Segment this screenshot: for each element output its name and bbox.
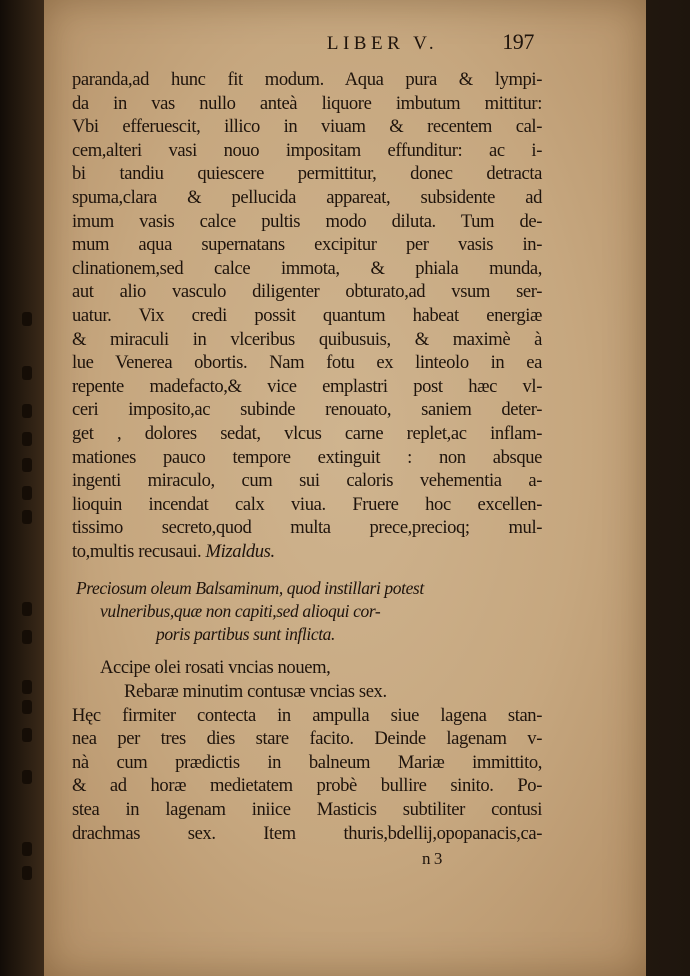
text-line: & miraculi in vlceribus quibusuis, & maximè à [72, 328, 542, 350]
ingredient-list [72, 656, 542, 703]
ingredient-line: Accipe olei rosati vncias nouem, [100, 657, 331, 679]
gutter-bleed-mark [22, 680, 32, 694]
text-line: imum vasis calce pultis modo diluta. Tum de- [72, 210, 542, 232]
gutter-bleed-mark [22, 842, 32, 856]
gutter-bleed-mark [22, 458, 32, 472]
signature-mark: n 3 [421, 849, 442, 869]
paragraph-calx-viva [72, 68, 542, 563]
text-line: mum aqua supernatans excipitur per vasis in- [72, 234, 542, 256]
text-line-last [72, 540, 542, 564]
text-line: drachmas sex. Item thuris,bdellij,opopanacis,ca- [72, 822, 542, 844]
gutter-bleed-mark [22, 770, 32, 784]
text-line: lue Venerea obortis. Nam fotu ex linteolo in ea [72, 352, 542, 374]
text-line: get , dolores sedat, vlcus carne replet,ac inflam- [72, 422, 542, 444]
heading-line: Preciosum oleum Balsaminum, quod instillari potest [76, 578, 424, 599]
book-gutter [0, 0, 44, 976]
gutter-bleed-mark [22, 728, 32, 742]
text-line: mationes pauco tempore extinguit : non absque [72, 446, 542, 468]
gutter-bleed-mark [22, 510, 32, 524]
gutter-bleed-mark [22, 312, 32, 326]
text-line: to,multis recusaui. [72, 540, 202, 562]
gutter-bleed-mark [22, 486, 32, 500]
gutter-bleed-mark [22, 404, 32, 418]
text-line: uatur. Vix credi possit quantum habeat energiæ [72, 304, 542, 326]
gutter-bleed-mark [22, 432, 32, 446]
gutter-bleed-mark [22, 866, 32, 880]
gutter-bleed-mark [22, 700, 32, 714]
text-line: nea per tres dies stare facito. Deinde lagenam v- [72, 728, 542, 750]
running-title: LIBER V. [326, 33, 439, 54]
author-citation: Mizaldus. [205, 540, 275, 562]
section-heading [72, 577, 542, 646]
heading-line: poris partibus sunt inflicta. [156, 624, 335, 645]
text-line: da in vas nullo anteà liquore imbutum mittitur: [72, 92, 542, 114]
text-line: stea in lagenam iniice Masticis subtiliter contusi [72, 799, 542, 821]
gutter-bleed-mark [22, 366, 32, 380]
text-line: ingenti miraculo, cum sui caloris vehementia a- [72, 470, 542, 492]
text-line: cem,alteri vasi nouo impositam effunditur: ac i- [72, 139, 542, 161]
gutter-bleed-mark [22, 630, 32, 644]
text-line: aut alio vasculo diligenter obturato,ad vsum ser- [72, 281, 542, 303]
running-header [72, 30, 534, 66]
paragraph-preparation [72, 704, 542, 846]
text-line: bi tandiu quiescere permittitur, donec detracta [72, 163, 542, 185]
text-line: paranda,ad hunc fit modum. Aqua pura & lympi- [72, 69, 542, 90]
text-line: & ad horæ medietatem probè bullire sinito. Po- [72, 775, 542, 797]
text-line: tissimo secreto,quod multa prece,precioq; mul- [72, 517, 542, 539]
text-line: Vbi efferuescit, illico in viuam & recentem cal- [72, 116, 542, 138]
text-line: repente madefacto,& vice emplastri post hæc vl- [72, 375, 542, 397]
text-line: spuma,clara & pellucida appareat, subsidente ad [72, 186, 542, 208]
text-line: ceri imposito,ac subinde renouato, saniem deter- [72, 399, 542, 421]
page-text-block [72, 30, 542, 871]
text-line: nà cum prædictis in balneum Mariæ immittito, [72, 751, 542, 773]
heading-line: vulneribus,quæ non capiti,sed alioqui cor- [100, 601, 381, 622]
gutter-bleed-mark [22, 602, 32, 616]
ingredient-line: Rebaræ minutim contusæ vncias sex. [124, 681, 387, 703]
text-line: Hęc firmiter contecta in ampulla siue lagena stan- [72, 704, 542, 726]
text-line: clinationem,sed calce immota, & phiala munda, [72, 257, 542, 279]
text-line: lioquin incendat calx viua. Fruere hoc excellen- [72, 493, 542, 515]
page-number: 197 [502, 29, 534, 54]
